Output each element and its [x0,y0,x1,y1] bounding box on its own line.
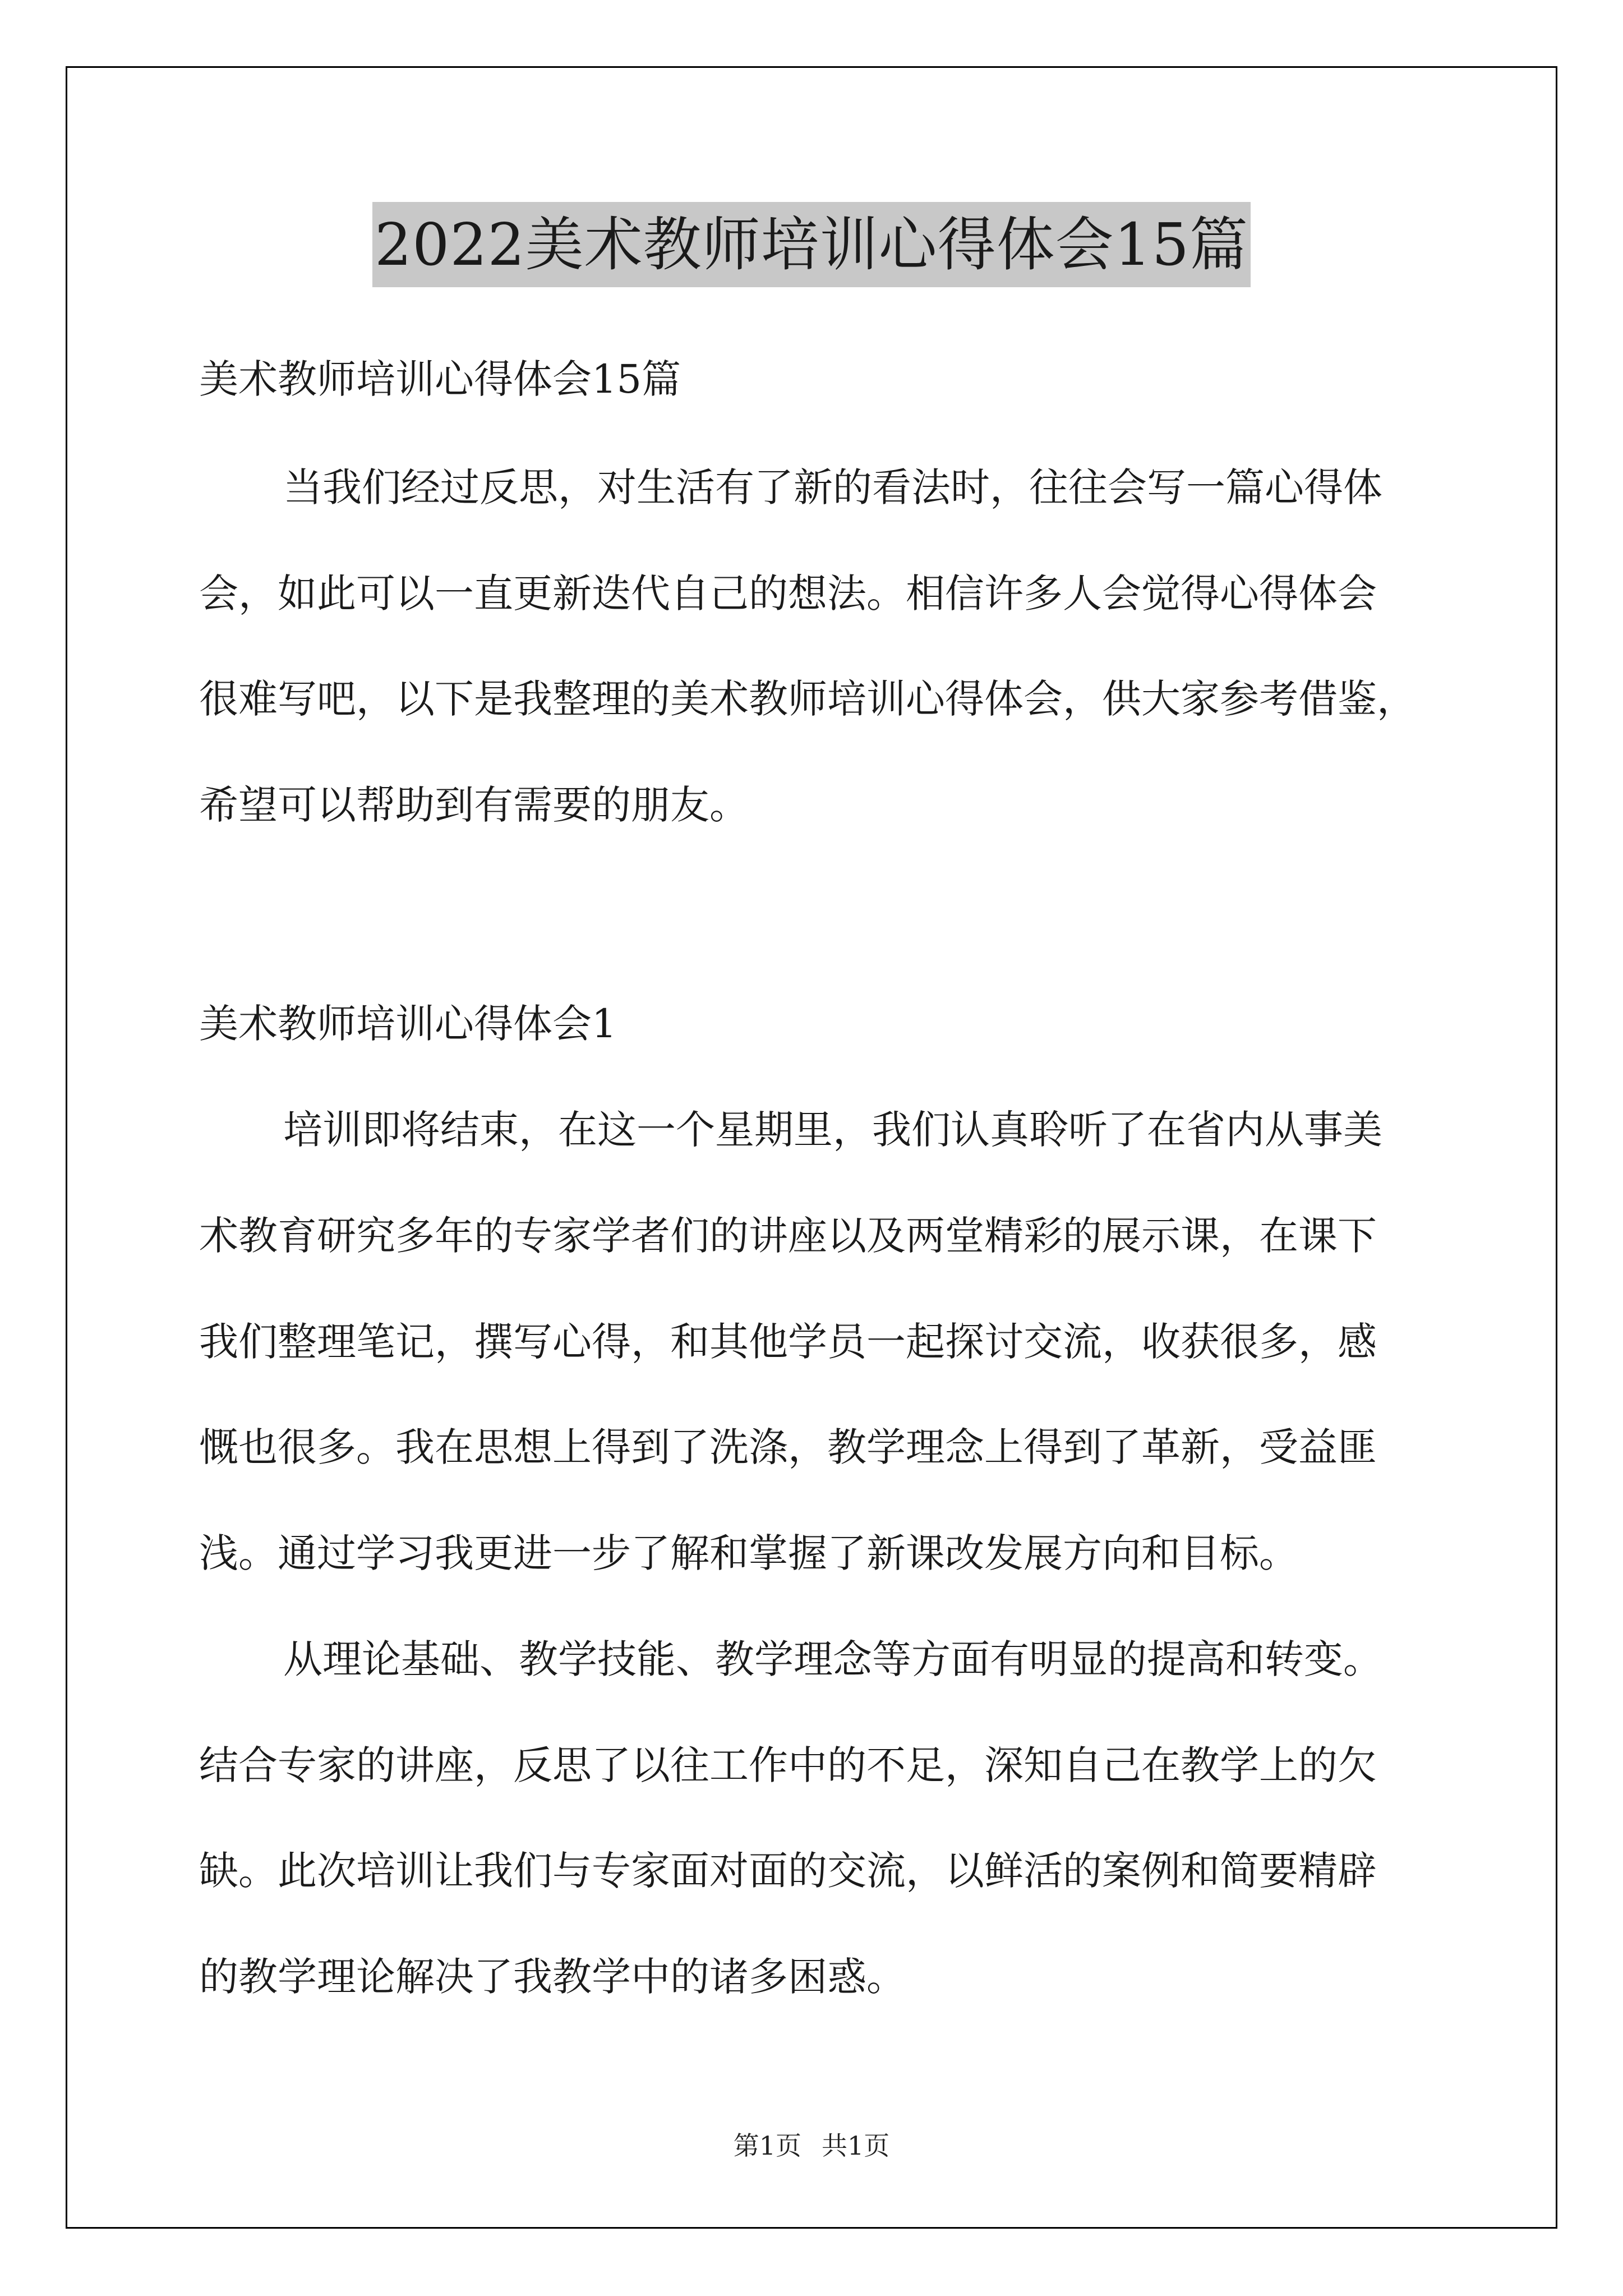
intro-line: 会，如此可以一直更新迭代自己的想法。相信许多人会觉得心得体会 [199,570,1377,616]
paragraph-line: 我们整理笔记，撰写心得，和其他学员一起探讨交流，收获很多，感 [199,1319,1377,1365]
paragraph-line: 从理论基础、教学技能、教学理念等方面有明显的提高和转变。 [283,1636,1382,1682]
document-title: 2022美术教师培训心得体会15篇 [372,202,1251,287]
document-subtitle: 美术教师培训心得体会15篇 [199,356,681,402]
paragraph-line: 缺。此次培训让我们与专家面对面的交流，以鲜活的案例和简要精辟 [199,1848,1377,1894]
paragraph-line: 结合专家的讲座，反思了以往工作中的不足，深知自己在教学上的欠 [199,1742,1377,1788]
paragraph-line: 术教育研究多年的专家学者们的讲座以及两堂精彩的展示课，在课下 [199,1213,1377,1259]
paragraph-line: 慨也很多。我在思想上得到了洗涤，教学理念上得到了革新，受益匪 [199,1424,1377,1470]
page-total: 共1页 [822,2131,890,2161]
intro-line: 希望可以帮助到有需要的朋友。 [199,782,749,828]
intro-line: 很难写吧，以下是我整理的美术教师培训心得体会，供大家参考借鉴， [199,676,1416,722]
paragraph-line: 培训即将结束，在这一个星期里，我们认真聆听了在省内从事美 [283,1107,1382,1153]
section-heading: 美术教师培训心得体会1 [199,1001,617,1047]
paragraph-line: 的教学理论解决了我教学中的诸多困惑。 [199,1954,906,2000]
page-footer [0,2129,1623,2162]
page-number: 第1页 [733,2131,801,2161]
intro-line: 当我们经过反思，对生活有了新的看法时，往往会写一篇心得体 [283,464,1382,510]
title-container [0,202,1623,287]
paragraph-line: 浅。通过学习我更进一步了解和掌握了新课改发展方向和目标。 [199,1530,1298,1576]
